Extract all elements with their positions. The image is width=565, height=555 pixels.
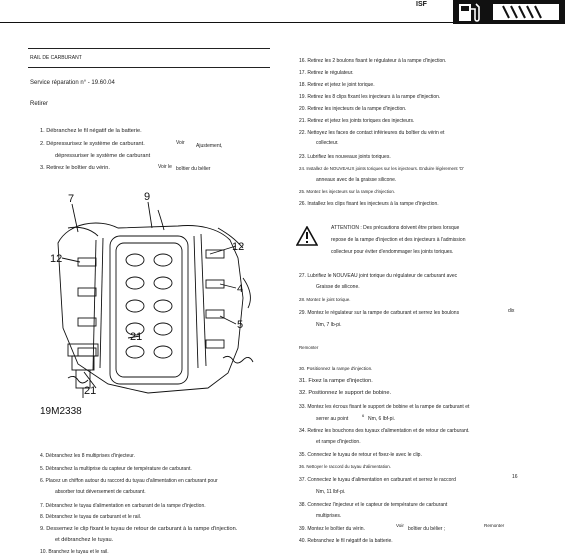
step-22-line2: collecteur. bbox=[316, 140, 339, 146]
step-30: 30. Positionnez la rampe d'injection. bbox=[299, 366, 373, 371]
callout-21-bottom: 21 bbox=[84, 385, 97, 397]
step-39-see[interactable]: Voir bbox=[396, 523, 404, 528]
step-28: 28. Montez le joint torique. bbox=[299, 297, 351, 302]
header-logo-box bbox=[453, 0, 565, 24]
callout-12-right: 12 bbox=[232, 241, 245, 253]
warning-box bbox=[296, 226, 318, 251]
step-6: 6. Placez un chiffon autour du raccord du tuyau d'alimentation en carburant pour bbox=[40, 478, 218, 484]
step-37-torque: 16 bbox=[512, 474, 518, 480]
step-3-link[interactable]: boîtier du bélier bbox=[176, 166, 211, 172]
step-17: 17. Retirez le régulateur. bbox=[299, 70, 354, 76]
step-9-line2: et débranchez le tuyau. bbox=[55, 537, 114, 543]
step-22: 22. Nettoyez les faces de contact inférieures du boîtier du vérin et bbox=[299, 130, 445, 136]
step-32: 32. Positionnez le support de bobine. bbox=[299, 390, 392, 396]
step-27-line2: Graisse de silicone. bbox=[316, 284, 360, 290]
step-7: 7. Débranchez le tuyau d'alimentation en carburant de la rampe d'injection. bbox=[40, 503, 206, 509]
step-29-torque: dix bbox=[508, 308, 515, 314]
step-37: 37. Connectez le tuyau d'alimentation en carburant et serrez le raccord bbox=[299, 477, 456, 483]
step-33-line2: serrer au point bbox=[316, 416, 349, 422]
callout-4: 4 bbox=[237, 283, 244, 295]
step-24: 24. Installez de NOUVEAUX joints toriques sur les injecteurs. Enduire légèrement 'O' bbox=[299, 166, 464, 171]
page-header bbox=[0, 0, 565, 24]
step-33-torque-value: 6 bbox=[362, 413, 365, 418]
step-27: 27. Lubrifiez le NOUVEAU joint torique du régulateur de carburant avec bbox=[299, 273, 458, 279]
section-rule-top bbox=[28, 48, 270, 49]
fuel-rail-figure bbox=[38, 188, 270, 420]
step-39-link[interactable]: boîtier du bélier ; bbox=[408, 526, 446, 532]
figure-code: 19M2338 bbox=[40, 406, 82, 417]
warning-line-2: repose de la rampe d'injection et des injecteurs à l'admission bbox=[331, 237, 466, 243]
step-38: 38. Connectez l'injecteur et le capteur de température de carburant bbox=[299, 502, 448, 508]
step-31: 31. Fixez la rampe d'injection. bbox=[299, 378, 373, 384]
step-37-line2: Nm, 11 lbf-pi. bbox=[316, 489, 346, 495]
fuel-pump-icon bbox=[453, 0, 565, 24]
header-rule bbox=[0, 22, 458, 23]
step-16: 16. Retirez les 2 boulons fixant le régulateur à la rampe d'injection. bbox=[299, 58, 447, 64]
callout-21-center: 21 bbox=[130, 331, 143, 343]
warning-triangle-icon bbox=[296, 226, 318, 246]
step-2-link[interactable]: Ajustement, bbox=[196, 143, 223, 149]
callout-7: 7 bbox=[68, 193, 75, 205]
step-35: 35. Connectez le tuyau de retour et fixez-le avec le clip. bbox=[299, 452, 422, 458]
section-rule-bottom bbox=[28, 67, 270, 68]
step-25: 25. Montez les injecteurs sur la rampe d'injection. bbox=[299, 189, 396, 194]
step-3-see[interactable]: Voir le bbox=[158, 164, 172, 170]
step-9: 9. Dessemez le clip fixant le tuyau de retour de carburant à la rampe d'injection. bbox=[40, 526, 238, 532]
step-3: 3. Retirez le boîtier du vérin. bbox=[40, 165, 110, 171]
step-36: 36. Nettoyer le raccord du tuyau d'alimentation. bbox=[299, 464, 391, 469]
step-2-see[interactable]: Voir bbox=[176, 140, 185, 146]
service-reference: Service réparation n° - 19.60.04 bbox=[30, 80, 115, 86]
step-40: 40. Rebranchez le fil négatif de la batterie. bbox=[299, 538, 393, 544]
step-39: 39. Montez le boîtier du vérin. bbox=[299, 526, 365, 532]
step-26: 26. Installez les clips fixant les injecteurs à la rampe d'injection. bbox=[299, 201, 439, 207]
step-33: 33. Montez les écrous fixant le support de bobine et la rampe de carburant et bbox=[299, 404, 470, 410]
step-19: 19. Retirez les 8 clips fixant les injecteurs à la rampe d'injection. bbox=[299, 94, 441, 100]
warning-line-3: collecteur pour éviter d'endommager les joints toriques. bbox=[331, 249, 454, 255]
section-title: RAIL DE CARBURANT bbox=[30, 55, 82, 61]
step-18: 18. Retirez et jetez le joint torique. bbox=[299, 82, 375, 88]
step-10: 10. Branchez le tuyau et le rail. bbox=[40, 549, 109, 555]
step-2-line2: dépressuriser le système de carburant bbox=[55, 153, 151, 159]
callout-5: 5 bbox=[237, 319, 244, 331]
warning-line-1: ATTENTION : Des précautions doivent être prises lorsque bbox=[331, 225, 460, 231]
step-2: 2. Dépressurisez le système de carburant. bbox=[40, 141, 145, 147]
step-8: 8. Débranchez le tuyau de carburant et le rail. bbox=[40, 514, 142, 520]
callout-9: 9 bbox=[144, 191, 151, 203]
step-6-line2: absorber tout déversement de carburant. bbox=[55, 489, 146, 495]
step-39-refit[interactable]: Remonter bbox=[484, 523, 505, 528]
refit-heading: Remonter bbox=[299, 345, 319, 350]
step-33-torque: Nm, 6 lbf-pi. bbox=[368, 416, 395, 422]
callout-12-left: 12 bbox=[50, 253, 63, 265]
step-1: 1. Débranchez le fil négatif de la batterie. bbox=[40, 128, 142, 134]
remove-heading: Retirer bbox=[30, 101, 49, 107]
step-29: 29. Montez le régulateur sur la rampe de carburant et serrez les boulons bbox=[299, 310, 460, 316]
step-34-line2: et rampe d'injection. bbox=[316, 439, 361, 445]
step-20: 20. Retirez les injecteurs de la rampe d'injection. bbox=[299, 106, 407, 112]
step-21: 21. Retirez et jetez les joints toriques des injecteurs. bbox=[299, 118, 415, 124]
step-24-line2: anneaux avec de la graisse silicone. bbox=[316, 177, 397, 183]
step-23: 23. Lubrifiez les nouveaux joints toriques. bbox=[299, 154, 391, 160]
header-code: ISF bbox=[416, 1, 427, 8]
step-34: 34. Retirez les bouchons des tuyaux d'alimentation et de retour de carburant. bbox=[299, 428, 470, 434]
step-5: 5. Débranchez la multiprise du capteur de température de carburant. bbox=[40, 466, 192, 472]
step-38-line2: multiprises. bbox=[316, 513, 342, 519]
step-4: 4. Débranchez les 8 multiprises d'injecteur. bbox=[40, 453, 135, 459]
fuel-rail-illustration bbox=[38, 188, 270, 420]
step-29-line2: Nm, 7 lb-pi. bbox=[316, 322, 342, 328]
